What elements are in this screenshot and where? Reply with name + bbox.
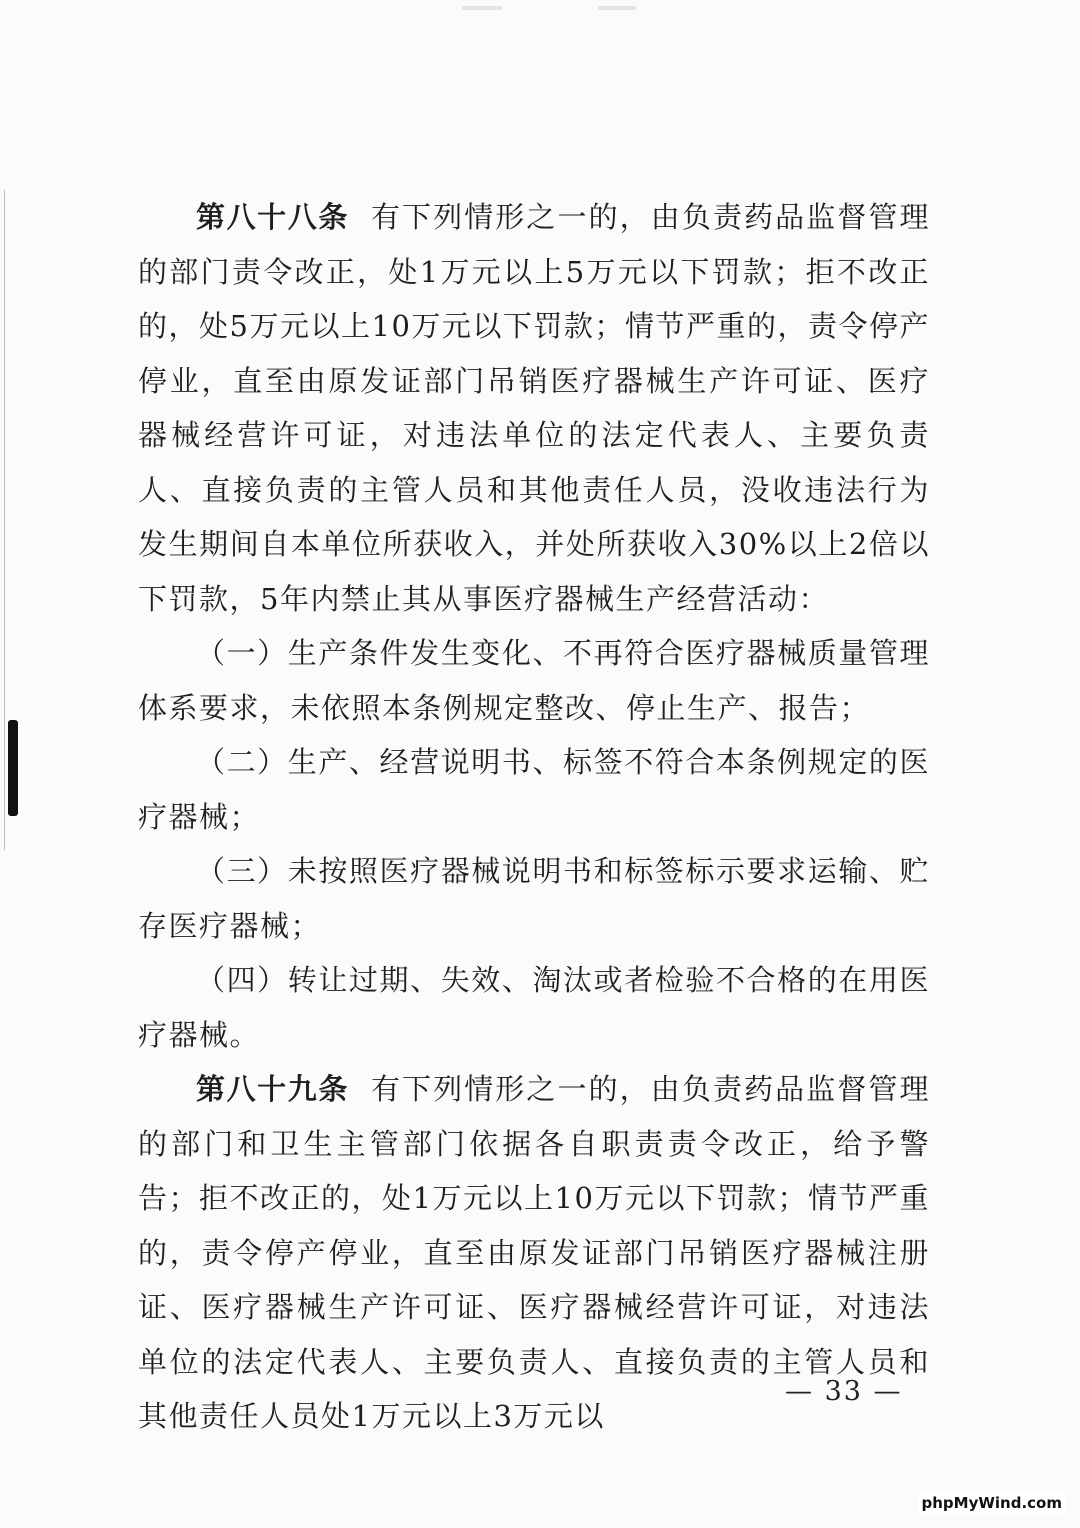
article-88-paragraph [138,190,930,626]
article-88-intro: 有下列情形之一的，由负责药品监督管理的部门责令改正，处1万元以上5万元以下罚款；拒不改正的，处5万元以上10万元以下罚款；情节严重的，责令停产停业，直至由原发证部门吊销医疗器械生产许可证、医疗器械经营许可证，对违法单位的法定代表人、主要负责人、直接负责的主管人员和其他责任人员，没收违法行为发生期间自本单位所获收入，并处所获收入30%以上2倍以下罚款，5年内禁止其从事医疗器械生产经营活动： [138,200,930,616]
scan-artifact [462,6,502,10]
binding-edge-mark [8,720,18,816]
article-88-item-2: （二）生产、经营说明书、标签不符合本条例规定的医疗器械； [138,745,930,834]
article-89-intro: 有下列情形之一的，由负责药品监督管理的部门和卫生主管部门依据各自职责责令改正，给予警告；拒不改正的，处1万元以上10万元以下罚款；情节严重的，责令停产停业，直至由原发证部门吊销医疗器械注册证、医疗器械生产许可证、医疗器械经营许可证，对违法单位的法定代表人、主要负责人、直接负责的主管人员和其他责任人员处1万元以上3万元以 [138,1072,930,1433]
watermark-text: phpMyWind.com [918,1492,1067,1514]
scan-artifact [598,6,636,10]
article-88-number: 第八十八条 [196,200,349,234]
page-number: — 33 — [785,1376,903,1407]
article-88-item-3: （三）未按照医疗器械说明书和标签标示要求运输、贮存医疗器械； [138,854,930,943]
binding-edge-line [4,190,5,850]
document-body [138,190,930,1444]
article-88-item-1: （一）生产条件发生变化、不再符合医疗器械质量管理体系要求，未依照本条例规定整改、停止生产、报告； [138,636,930,725]
article-89-number: 第八十九条 [196,1072,349,1106]
article-88-item-4: （四）转让过期、失效、淘汰或者检验不合格的在用医疗器械。 [138,963,930,1052]
